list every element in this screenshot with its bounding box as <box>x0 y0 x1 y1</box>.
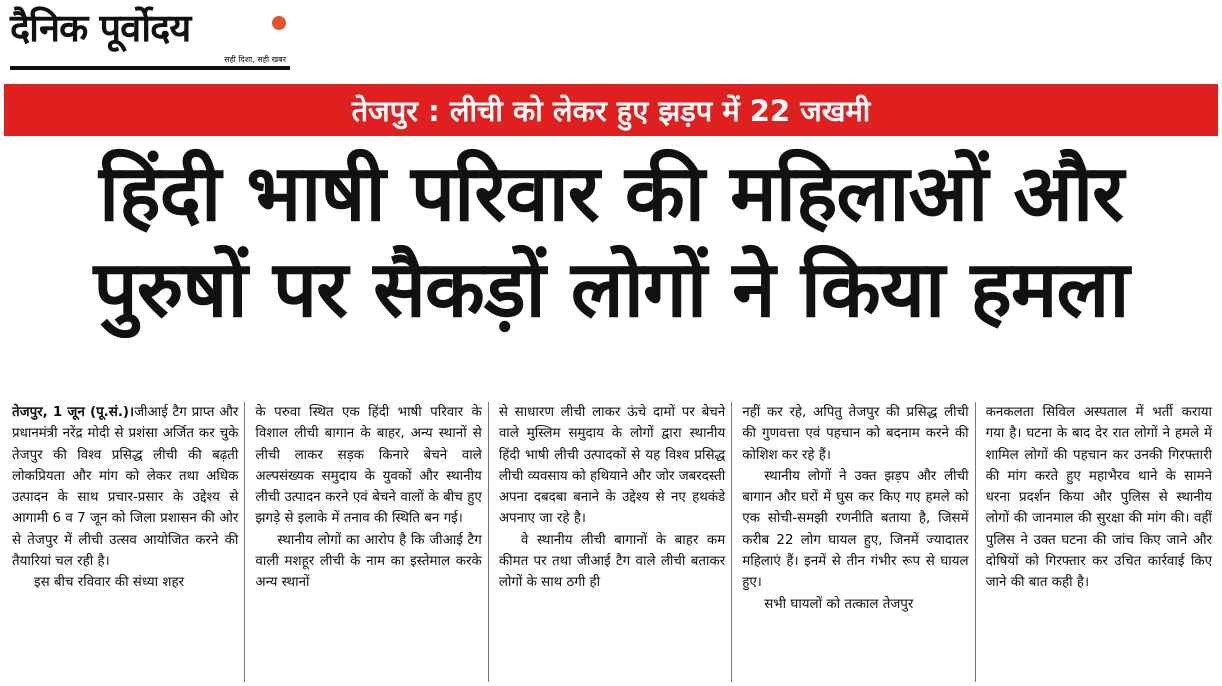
article-column-4 <box>742 402 975 682</box>
headline-line-2: पुरुषों पर सैकड़ों लोगों ने किया हमला <box>93 245 1129 335</box>
subhead: तेजपुर : लीची को लेकर हुए झड़प में 22 जखमी <box>351 93 871 128</box>
paragraph: स्थानीय लोगों ने उक्त झड़प और लीची बागान और घरों में घुस कर किए गए हमले को एक सोची-समझी रणनीति बताया है, जिसमें करीब 22 लोग घायल हुए, जिनमें ज्यादातर महिलाएं हैं। इनमें से तीन गंभीर रूप से घायल हुए। <box>742 468 969 591</box>
paragraph: इस बीच रविवार की संध्या शहर <box>34 575 185 591</box>
paragraph: स्थानीय लोगों का आरोप है कि जीआई टैग वाली मशहूर लीची के नाम का इस्तेमाल करके अन्य स्थानों <box>255 532 482 591</box>
paragraph: के परुवा स्थित एक हिंदी भाषी परिवार के विशाल लीची बागान के बाहर, अन्य स्थानों से लीची लाकर सड़क किनारे बेचने वाले अल्पसंख्यक समुदाय के युवकों और स्थानीय लीची उत्पादन करने एवं बेचने वालों के बीच हुए झगड़े से इलाके में तनाव की स्थिति बन गई। <box>255 405 482 527</box>
headline-line-1: हिंदी भाषी परिवार की महिलाओं और <box>98 149 1124 239</box>
logo-accent-dot <box>272 16 286 30</box>
paragraph: सभी घायलों को तत्काल तेजपुर <box>764 596 914 612</box>
headline <box>8 146 1214 338</box>
paragraph: से साधारण लीची लाकर ऊंचे दामों पर बेचने वाले मुस्लिम समुदाय के लोगों द्वारा स्थानीय हिंदी भाषी लीची उत्पादकों से यह विश्व प्रसिद्ध लीची व्यवसाय को हथियाने और जोर जबरदस्ती अपना दबदबा बनाने के उद्देश्य से नए हथकंडे अपनाए जा रहे है। <box>498 405 726 527</box>
paragraph: वे स्थानीय लीची बागानों के बाहर कम कीमत पर तथा जीआई टैग वाले लीची बताकर लोगों के साथ ठगी ही <box>498 532 726 591</box>
masthead <box>10 6 290 74</box>
article-column-5 <box>986 402 1218 682</box>
paragraph: जीआई टैग प्राप्त और प्रधानमंत्री नरेंद्र मोदी से प्रशंसा अर्जित कर चुके तेजपुर की विश्व प्रसिद्ध लीची की बढ़ती लोकप्रियता और मांग को लेकर तथा अधिक उत्पादन के साथ प्रचार-प्रसार के उद्देश्य से आगामी 6 व 7 जून को जिला प्रशासन की ओर से तेजपुर में लीची उत्सव आयोजित करने की तैयारियां चल रही है। <box>12 405 239 570</box>
masthead-rule <box>10 66 290 70</box>
newspaper-logo: दैनिक पूर्वोदय <box>10 6 191 50</box>
masthead-tagline: सही दिशा, सही खबर <box>224 55 286 64</box>
dateline: तेजपुर, 1 जून (पू.सं.)। <box>12 405 135 420</box>
article-body <box>12 402 1218 682</box>
article-column-3 <box>499 402 732 682</box>
article-column-2 <box>255 402 488 682</box>
paragraph: नहीं कर रहे, अपितु तेजपुर की प्रसिद्ध लीची की गुणवत्ता एवं पहचान को बदनाम करने की कोशिश कर रहे हैं। <box>742 405 969 463</box>
subhead-band <box>4 84 1218 136</box>
article-column-1 <box>12 402 245 682</box>
paragraph: कनकलता सिविल अस्पताल में भर्ती कराया गया है। घटना के बाद देर रात लोगों ने हमले में शामिल लोगों की पहचान कर उनकी गिरफ्तारी की मांग करते हुए महाभैरव थाने के सामने धरना प्रदर्शन किया और पुलिस से स्थानीय लोगों की जानमाल की सुरक्षा की मांग की। वहीं पुलिस ने उक्त घटना की जांच किए जाने और दोषियों को गिरफ्तार कर उचित कार्रवाई किए जाने की बात कही है। <box>985 405 1213 591</box>
